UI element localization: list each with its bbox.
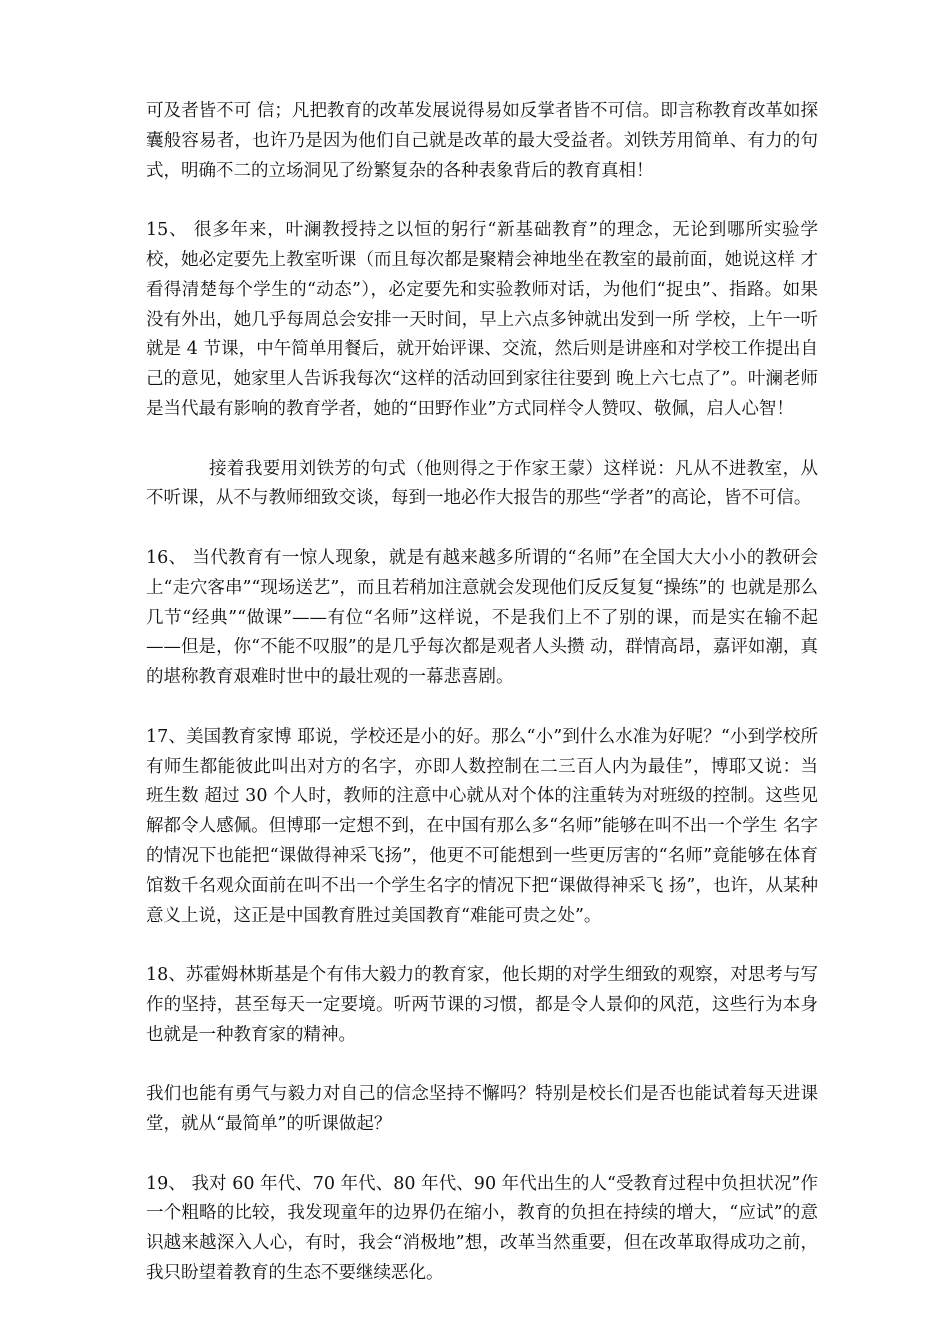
paragraph-intro-continued: 可及者皆不可 信；凡把教育的改革发展说得易如反掌者皆不可信。即言称教育改革如探囊般容易者，也许乃是因为他们自己就是改革的最大受益者。刘铁芳用简单、有力的句式，明确不二的立场洞见了纷繁复杂的各种表象背后的教育真相！ [146, 101, 818, 181]
paragraph-19: 19、 我对 60 年代、70 年代、80 年代、90 年代出生的人“受教育过程中负担状况”作一个粗略的比较，我发现童年的边界仍在缩小，教育的负担在持续的增大，“应试”的意识越来越深入人心，有时，我会“消极地”想，改革当然重要，但在改革取得成功之前，我只盼望着教育的生态不要继续恶化。 [146, 1173, 818, 1284]
paragraph-17: 17、美国教育家博 耶说，学校还是小的好。那么“小”到什么水准为好呢？“小到学校所有师生都能彼此叫出对方的名字，亦即人数控制在二三百人内为最佳”，博耶又说：当班生数 超过 30 个人时，教师的注意中心就从对个体的注重转为对班级的控制。这些见解都令人感佩。但博耶一定想不到，在中国有那么多“名师”能够在叫不出一个学生 名字的情况下也能把“课做得神采飞扬”，他更不可能想到一些更厉害的“名师”竟能够在体育馆数千名观众面前在叫不出一个学生名字的情况下把“课做得神采飞 扬”，也许，从某种意义上说，这正是中国教育胜过美国教育“难能可贵之处”。 [146, 726, 818, 926]
paragraph-15-follow: 接着我要用刘铁芳的句式（他则得之于作家王蒙）这样说：凡从不进教室，从不听课，从不与教师细致交谈，每到一地必作大报告的那些“学者”的高论，皆不可信。 [146, 458, 818, 509]
paragraph-18: 18、苏霍姆林斯基是个有伟大毅力的教育家，他长期的对学生细致的观察，对思考与写作的坚持，甚至每天一定要境。听两节课的习惯，都是令人景仰的风范，这些行为本身也就是一种教育家的精神。 [146, 965, 818, 1045]
document-body [146, 97, 818, 1319]
paragraph-18-follow: 我们也能有勇气与毅力对自己的信念坚持不懈吗？特别是校长们是否也能试着每天进课堂，就从“最简单”的听课做起？ [146, 1084, 818, 1135]
paragraph-15: 15、 很多年来，叶澜教授持之以恒的躬行“新基础教育”的理念，无论到哪所实验学校，她必定要先上教室听课（而且每次都是聚精会神地坐在教室的最前面，她说这样 才看得清楚每个学生的“动态”），必定要先和实验教师对话，为他们“捉虫”、指路。如果没有外出，她几乎每周总会安排一天时间，早上六点多钟就出发到一所 学校，上午一听就是 4 节课，中午简单用餐后，就开始评课、交流，然后则是讲座和对学校工作提出自己的意见，她家里人告诉我每次“这样的活动回到家往往要到 晚上六七点了”。叶澜老师是当代最有影响的教育学者，她的“田野作业”方式同样令人赞叹、敬佩，启人心智！ [146, 220, 818, 419]
paragraph-16: 16、 当代教育有一惊人现象，就是有越来越多所谓的“名师”在全国大大小小的教研会上“走穴客串”“现场送艺”，而且若稍加注意就会发现他们反反复复“操练”的 也就是那么几节“经典”“做课”——有位“名师”这样说，不是我们上不了别的课，而是实在输不起——但是，你“不能不叹服”的是几乎每次都是观者人头攒 动，群情高昂，嘉评如潮，真的堪称教育艰难时世中的最壮观的一幕悲喜剧。 [146, 547, 818, 688]
